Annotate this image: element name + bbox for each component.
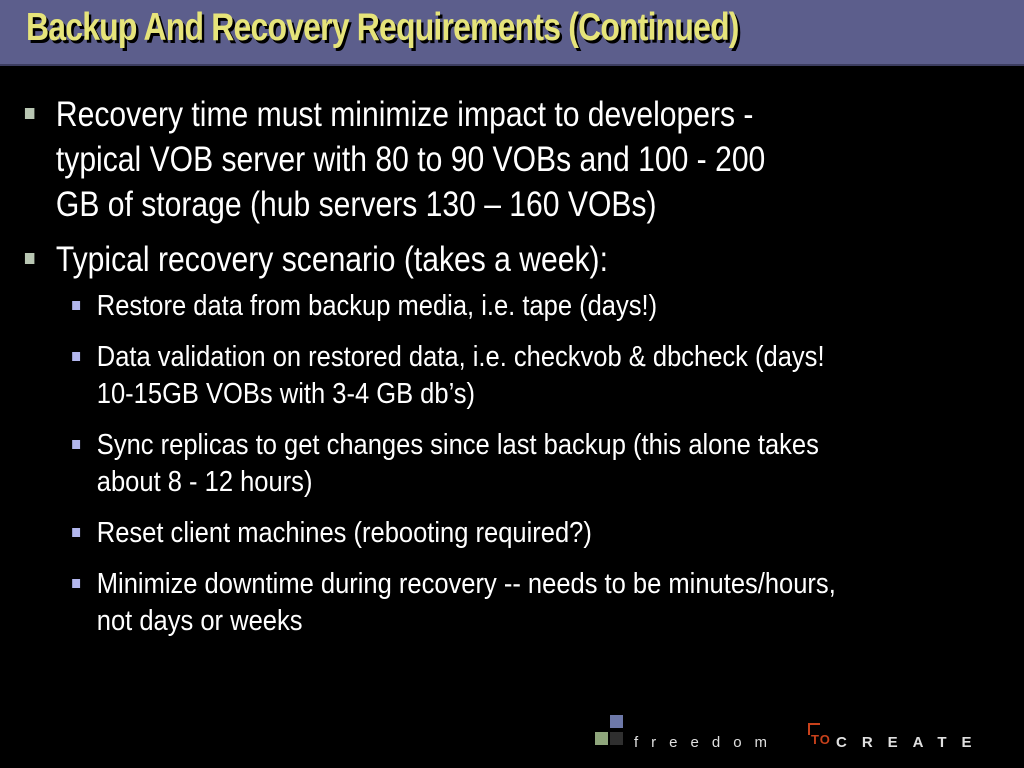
bullet-item: [0, 237, 796, 282]
sub-bullet-text: Reset client machines (rebooting required?): [96, 517, 592, 549]
square-bullet-icon: [72, 440, 80, 449]
sub-bullet-item: [0, 515, 862, 552]
sub-bullet-item: [0, 566, 862, 640]
sub-bullet-text: Minimize downtime during recovery -- needs to be minutes/hours, not days or weeks: [96, 568, 836, 637]
sub-bullet-item: [0, 427, 862, 501]
title-bar: [0, 0, 1024, 66]
square-bullet-icon: [72, 301, 80, 310]
logo-square-icon: [595, 732, 608, 745]
bullet-item: [0, 92, 796, 227]
square-bullet-icon: [72, 352, 80, 361]
logo-word-freedom: freedom: [634, 734, 781, 751]
slide-content: [0, 92, 1024, 654]
sub-bullet-text: Sync replicas to get changes since last backup (this alone takes about 8 - 12 hours): [96, 429, 819, 498]
square-bullet-icon: [25, 253, 34, 264]
logo-word-to: TO: [811, 732, 831, 747]
square-bullet-icon: [72, 528, 80, 537]
sub-bullet-item: [0, 288, 862, 325]
freedom-to-create-logo: [590, 712, 1024, 768]
sub-bullet-text: Restore data from backup media, i.e. tape (days!): [96, 290, 658, 322]
logo-word-create: CREATE: [836, 734, 987, 751]
square-bullet-icon: [25, 108, 34, 119]
sub-bullet-text: Data validation on restored data, i.e. checkvob & dbcheck (days! 10-15GB VOBs with 3-4 GB db’s): [96, 341, 825, 410]
logo-square-icon: [610, 715, 623, 728]
square-bullet-icon: [72, 579, 80, 588]
logo-square-icon: [610, 732, 623, 745]
bullet-text: Recovery time must minimize impact to developers - typical VOB server with 80 to 90 VOBs and 100 - 200 GB of storage (hub servers 130 – 160 VOBs): [55, 95, 766, 224]
sub-bullet-item: [0, 339, 862, 413]
slide-title: Backup And Recovery Requirements (Continued): [26, 6, 739, 49]
bullet-text: Typical recovery scenario (takes a week):: [55, 240, 608, 279]
